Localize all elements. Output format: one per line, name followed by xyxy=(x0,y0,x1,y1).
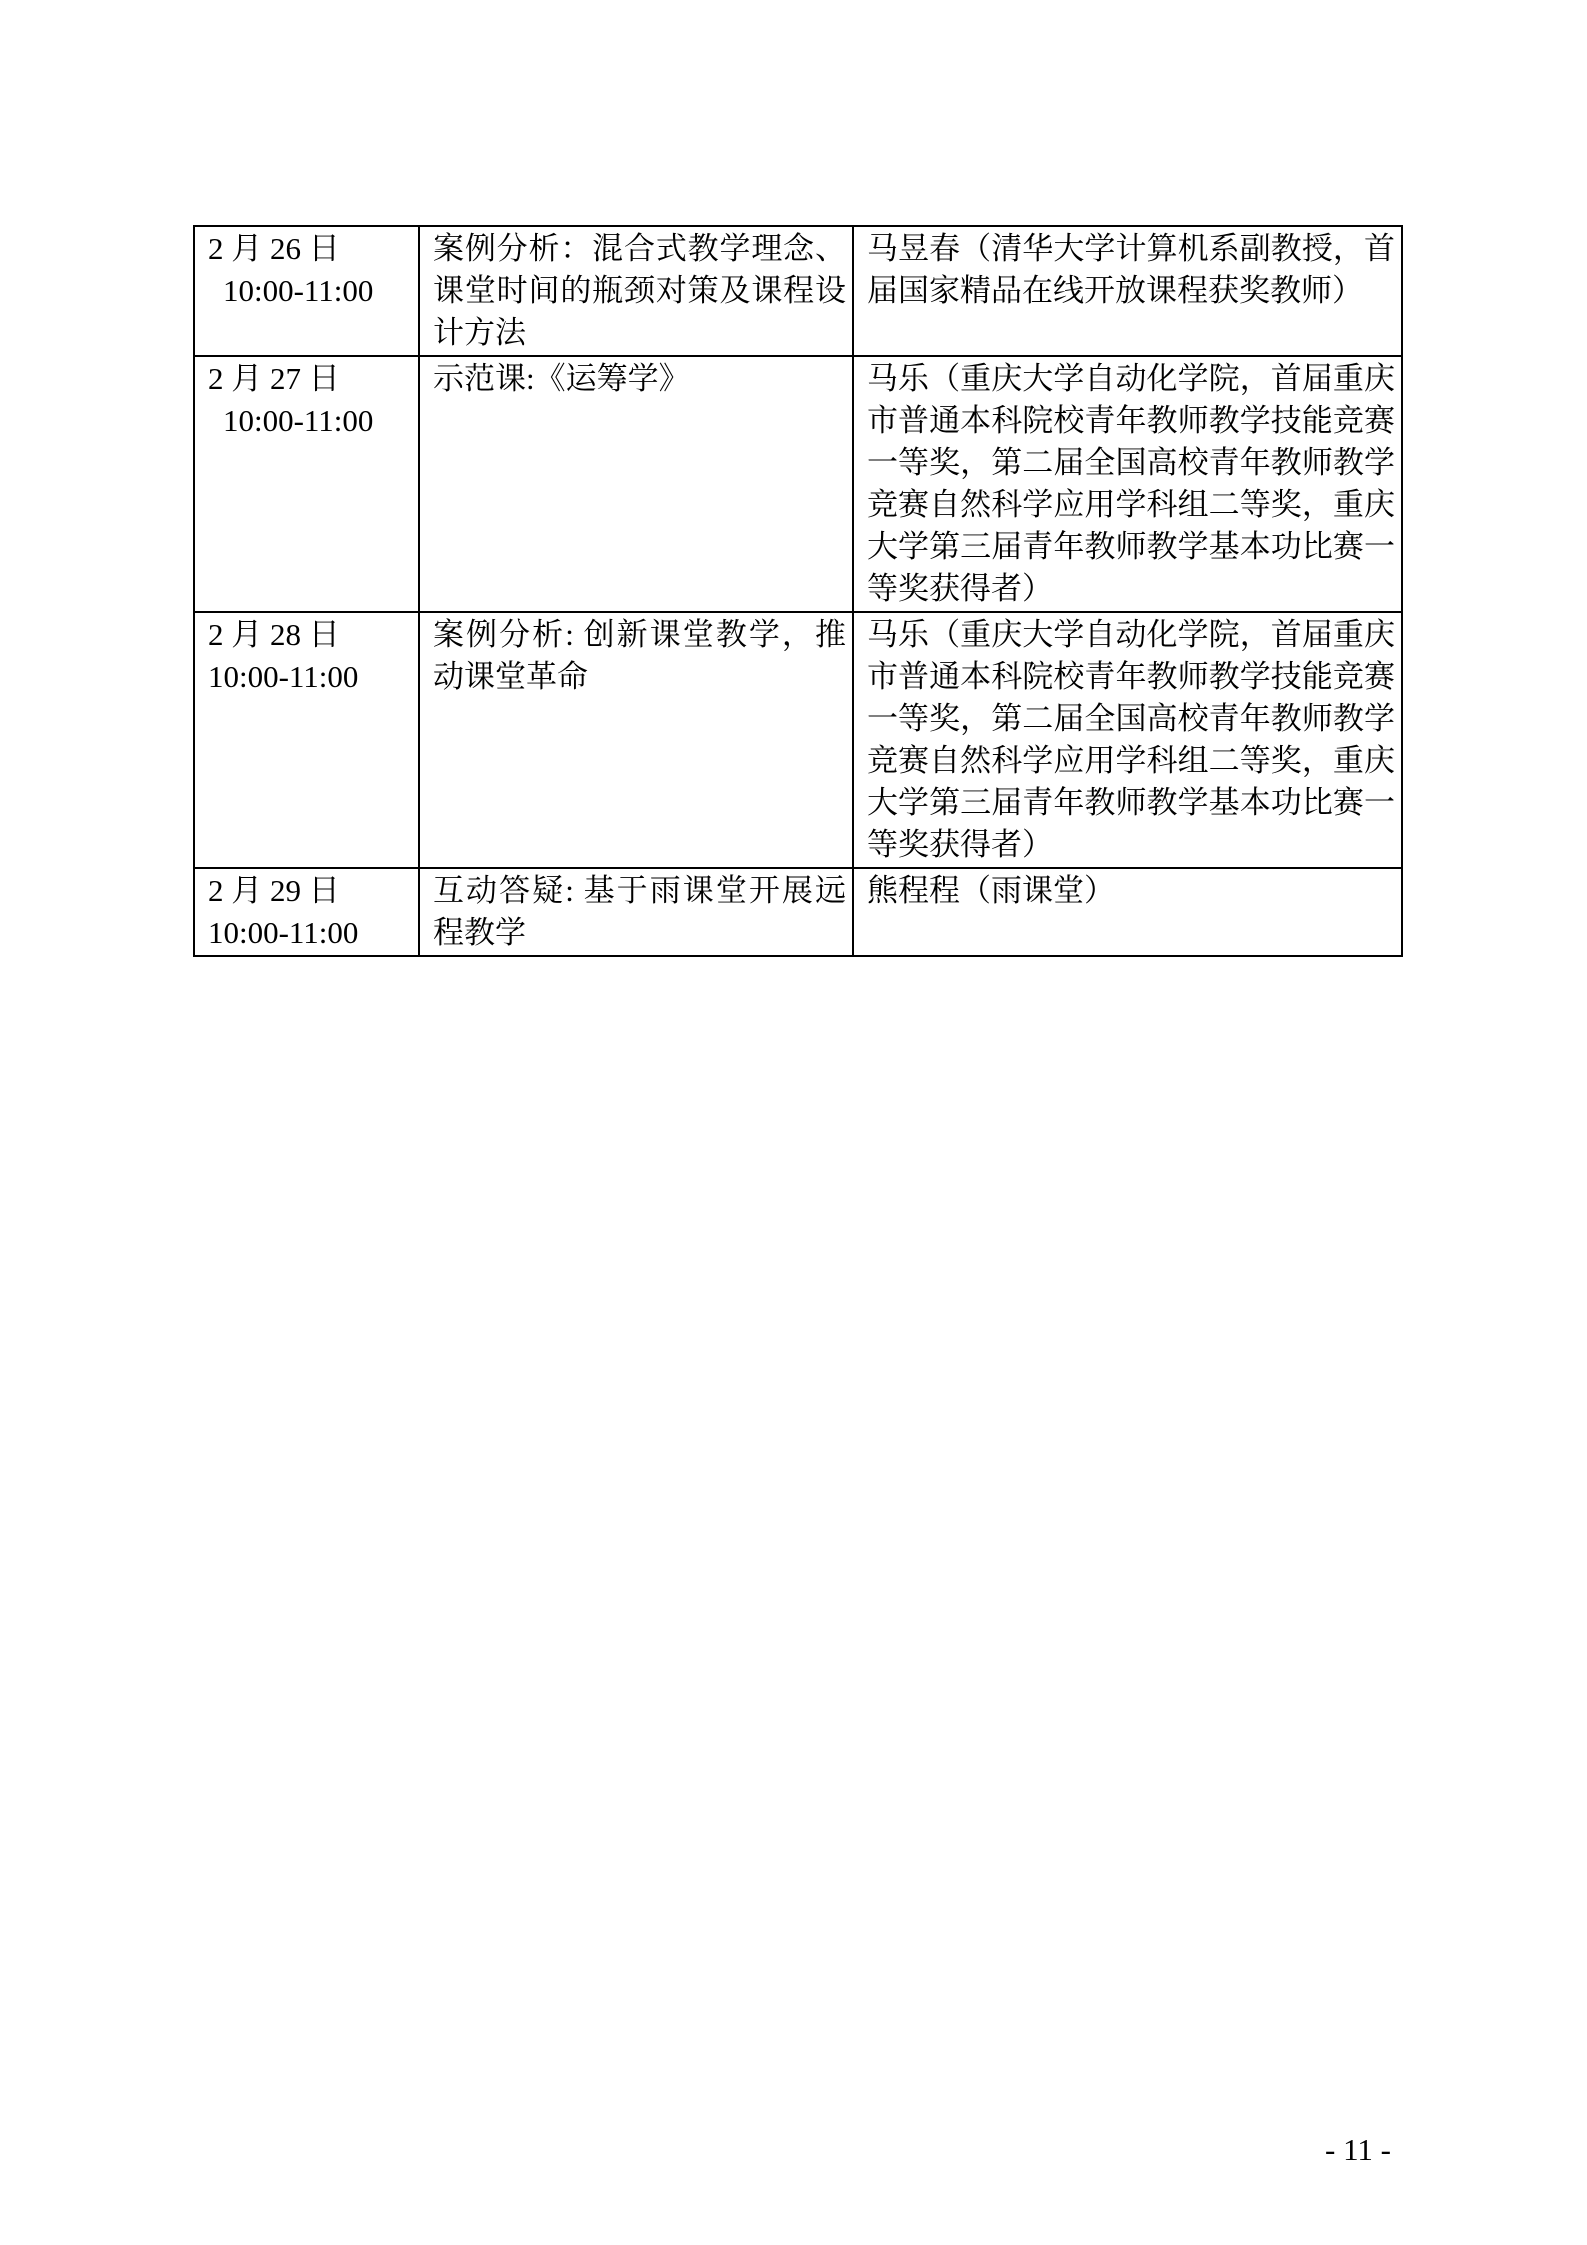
session-date: 2 月 26 日 xyxy=(208,231,340,266)
session-date: 2 月 28 日 xyxy=(208,617,340,652)
session-time: 10:00-11:00 xyxy=(223,403,374,438)
session-speaker: 马乐（重庆大学自动化学院，首届重庆市普通本科院校青年教师教学技能竞赛一等奖，第二届全国高校青年教师教学竞赛自然科学应用学科组二等奖，重庆大学第三届青年教师教学基本功比赛一等奖获得者） xyxy=(867,617,1395,862)
schedule-table xyxy=(193,225,1403,957)
session-date: 2 月 27 日 xyxy=(208,361,340,396)
session-topic-cell xyxy=(419,612,853,868)
table-row xyxy=(194,612,1402,868)
session-speaker-cell xyxy=(853,226,1402,356)
session-date-cell xyxy=(194,356,419,612)
session-topic: 示范课:《运筹学》 xyxy=(433,361,690,396)
session-speaker: 马昱春（清华大学计算机系副教授，首届国家精品在线开放课程获奖教师） xyxy=(867,231,1395,308)
table-row xyxy=(194,226,1402,356)
session-date-cell xyxy=(194,868,419,956)
session-date: 2 月 29 日 xyxy=(208,873,340,908)
session-speaker-cell xyxy=(853,356,1402,612)
session-time: 10:00-11:00 xyxy=(208,915,359,950)
session-time: 10:00-11:00 xyxy=(208,659,359,694)
session-topic-cell xyxy=(419,868,853,956)
session-topic: 案例分析: 创新课堂教学，推动课堂革命 xyxy=(433,617,846,694)
page-number: - 11 - xyxy=(1325,2132,1391,2167)
table-row xyxy=(194,868,1402,956)
session-topic: 案例分析：混合式教学理念、课堂时间的瓶颈对策及课程设计方法 xyxy=(433,231,846,350)
session-topic: 互动答疑: 基于雨课堂开展远程教学 xyxy=(433,873,846,950)
session-speaker-cell xyxy=(853,868,1402,956)
session-speaker-cell xyxy=(853,612,1402,868)
session-time: 10:00-11:00 xyxy=(223,273,374,308)
session-date-cell xyxy=(194,612,419,868)
session-speaker: 马乐（重庆大学自动化学院，首届重庆市普通本科院校青年教师教学技能竞赛一等奖，第二届全国高校青年教师教学竞赛自然科学应用学科组二等奖，重庆大学第三届青年教师教学基本功比赛一等奖获得者） xyxy=(867,361,1395,606)
session-topic-cell xyxy=(419,226,853,356)
session-topic-cell xyxy=(419,356,853,612)
session-date-cell xyxy=(194,226,419,356)
table-row xyxy=(194,356,1402,612)
session-speaker: 熊程程（雨课堂） xyxy=(867,873,1115,908)
